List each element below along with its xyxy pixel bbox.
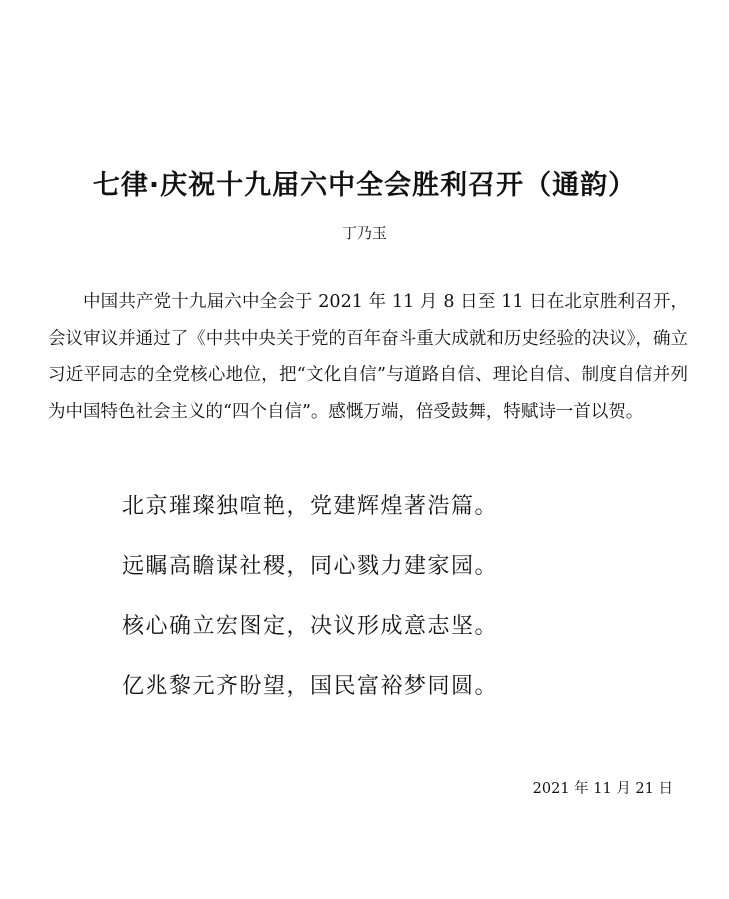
author-name: 丁乃玉: [341, 224, 387, 242]
preface-paragraph: 中国共产党十九届六中全会于 2021 年 11 月 8 日至 11 日在北京胜利召开，会议审议并通过了《中共中央关于党的百年奋斗重大成就和历史经验的决议》，确立习近平同志的全党核心地位，把“文化自信”与道路自信、理论自信、制度自信并列为中国特色社会主义的“四个自信”。感慨万端，倍受鼓舞，特赋诗一首以贺。: [48, 292, 688, 422]
poem-line: 远瞩高瞻谋社稷，同心戮力建家园。: [122, 554, 499, 579]
signature-date: 2021 年 11 月 21 日: [532, 781, 673, 797]
poem-line: 核心确立宏图定，决议形成意志坚。: [122, 614, 499, 639]
poem-line: 亿兆黎元齐盼望，国民富裕梦同圆。: [122, 674, 499, 699]
poem-title: 七律·庆祝十九届六中全会胜利召开（通韵）: [92, 170, 637, 201]
poem-line: 北京璀璨独喧艳，党建辉煌著浩篇。: [122, 494, 499, 519]
poem-body: [122, 492, 622, 732]
